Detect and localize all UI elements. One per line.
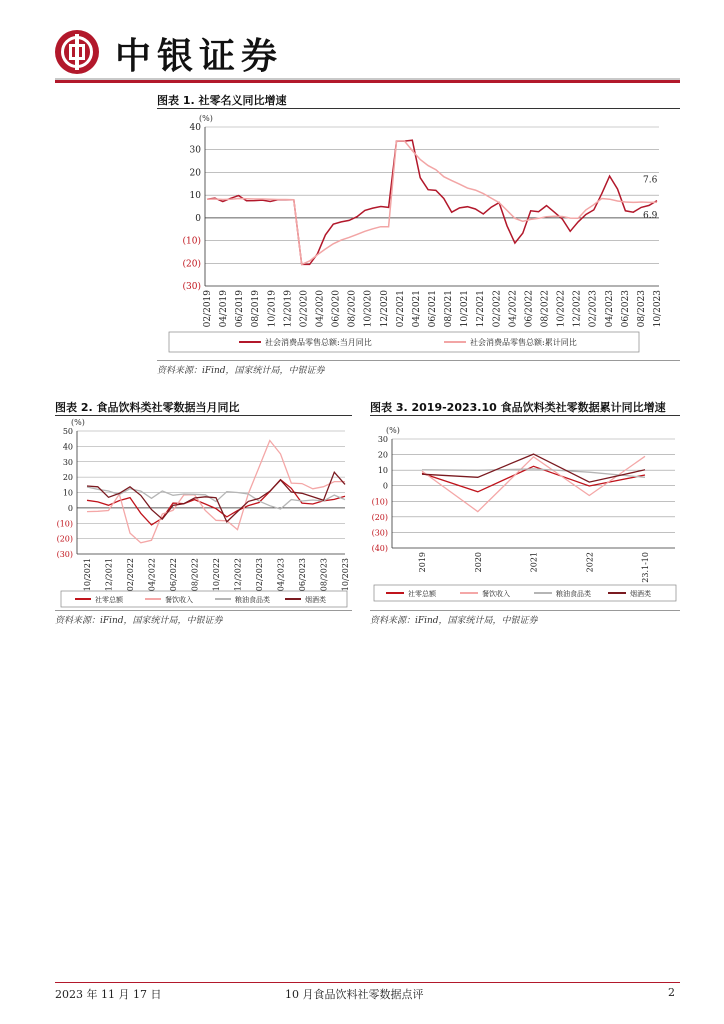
y-tick-label: 0 bbox=[67, 503, 73, 513]
x-tick-label: 06/2023 bbox=[620, 290, 631, 328]
x-tick-label: 04/2023 bbox=[276, 558, 286, 592]
legend-label-1: 餐饮收入 bbox=[482, 590, 510, 598]
y-tick-label: 0 bbox=[382, 481, 388, 491]
y-tick-label: 30 bbox=[377, 435, 388, 444]
legend-label-3: 烟酒类 bbox=[630, 590, 651, 598]
x-tick-label: 12/2019 bbox=[283, 290, 294, 328]
x-tick-label: 10/2022 bbox=[556, 290, 567, 328]
y-tick-label: (10) bbox=[182, 236, 201, 247]
chart-1-svg bbox=[157, 110, 680, 360]
x-tick-label: 04/2023 bbox=[604, 290, 615, 328]
legend-label-2: 粮油食品类 bbox=[235, 596, 270, 604]
y-tick-label: 10 bbox=[377, 466, 388, 476]
y-tick-label: 0 bbox=[195, 213, 201, 224]
x-tick-label: 12/2021 bbox=[104, 558, 114, 592]
legend-label-1: 餐饮收入 bbox=[165, 596, 193, 604]
legend-label-2: 粮油食品类 bbox=[556, 590, 591, 598]
x-tick-label: 02/2022 bbox=[126, 558, 135, 592]
y-tick-label: 20 bbox=[377, 450, 388, 460]
chart-2 bbox=[55, 417, 352, 609]
x-tick-label: 02/2023 bbox=[588, 290, 599, 328]
x-tick-label: 06/2020 bbox=[331, 290, 342, 328]
figure-1-title: 图表 1. 社零名义同比增速 bbox=[157, 94, 287, 107]
x-tick-label: 10/2023 bbox=[653, 290, 663, 328]
y-tick-label: (10) bbox=[371, 497, 388, 507]
chart-3-svg bbox=[370, 417, 680, 609]
legend-label-0: 社零总额 bbox=[408, 590, 436, 598]
annotation-6-9: 6.9 bbox=[643, 211, 658, 222]
y-tick-label: (30) bbox=[182, 282, 201, 292]
y-tick-label: (20) bbox=[371, 512, 388, 522]
y-tick-label: (10) bbox=[56, 519, 73, 529]
bank-logo-icon bbox=[55, 30, 99, 74]
x-tick-label: 06/2019 bbox=[235, 290, 246, 328]
x-tick-label: 12/2022 bbox=[572, 290, 583, 328]
x-tick-label: 10/2022 bbox=[212, 558, 221, 592]
footer-rule bbox=[55, 982, 680, 983]
x-tick-label: 02/2021 bbox=[395, 290, 406, 328]
chart-1 bbox=[157, 110, 680, 360]
figure-2-source-rule bbox=[55, 610, 352, 611]
x-tick-label: 08/2023 bbox=[636, 290, 647, 328]
x-tick-label: 2022 bbox=[585, 552, 595, 573]
x-tick-label: 23.1-10 bbox=[641, 552, 650, 583]
y-tick-label: 10 bbox=[62, 488, 73, 498]
y-tick-label: (20) bbox=[182, 259, 201, 270]
header-logo bbox=[55, 28, 315, 76]
x-tick-label: 10/2023 bbox=[341, 558, 350, 592]
chart-3 bbox=[370, 417, 680, 609]
x-tick-label: 08/2020 bbox=[347, 290, 358, 328]
x-tick-label: 10/2019 bbox=[267, 290, 278, 328]
legend-label-0: 社零总额 bbox=[95, 596, 123, 604]
figure-3-source: 资料来源：iFind，国家统计局，中银证券 bbox=[370, 616, 538, 626]
x-tick-label: 08/2022 bbox=[190, 558, 200, 592]
x-tick-label: 06/2022 bbox=[524, 290, 535, 328]
x-tick-label: 10/2021 bbox=[460, 290, 471, 328]
x-tick-label: 08/2021 bbox=[444, 290, 455, 328]
y-tick-label: 20 bbox=[62, 473, 73, 483]
figure-1-rule bbox=[157, 108, 680, 109]
legend-label-1: 社会消费品零售总额:累计同比 bbox=[470, 338, 577, 347]
chart-2-svg bbox=[55, 417, 352, 609]
y-tick-label: (20) bbox=[56, 534, 73, 544]
x-tick-label: 04/2020 bbox=[315, 290, 326, 328]
x-tick-label: 04/2022 bbox=[508, 290, 519, 328]
x-tick-label: 08/2019 bbox=[251, 290, 262, 328]
figure-3-source-rule bbox=[370, 610, 680, 611]
header-divider-red bbox=[55, 80, 680, 83]
legend-label-0: 社会消费品零售总额:当月同比 bbox=[265, 338, 372, 347]
y-tick-label: 20 bbox=[189, 168, 201, 179]
footer-doc-title: 10 月食品饮料社零数据点评 bbox=[285, 988, 424, 1001]
legend-label-3: 烟酒类 bbox=[305, 596, 326, 604]
x-tick-label: 04/2022 bbox=[147, 558, 157, 592]
x-tick-label: 02/2019 bbox=[203, 290, 213, 328]
figure-1-source: 资料来源：iFind，国家统计局，中银证券 bbox=[157, 366, 325, 376]
y-tick-label: 40 bbox=[189, 123, 201, 133]
y-tick-label: (30) bbox=[371, 528, 388, 538]
y-tick-label: 30 bbox=[189, 145, 201, 156]
y-tick-label: 50 bbox=[62, 427, 73, 436]
series-line-3 bbox=[87, 472, 345, 522]
y-unit-label: (%) bbox=[386, 426, 400, 435]
figure-2-title: 图表 2. 食品饮料类社零数据当月同比 bbox=[55, 401, 240, 414]
x-tick-label: 10/2020 bbox=[363, 290, 374, 328]
series-line-1 bbox=[207, 141, 657, 265]
x-tick-label: 10/2021 bbox=[83, 558, 92, 592]
x-tick-label: 12/2022 bbox=[233, 558, 243, 592]
footer-page-number: 2 bbox=[668, 986, 675, 999]
series-line-3 bbox=[422, 454, 645, 482]
x-tick-label: 12/2020 bbox=[379, 290, 390, 328]
series-line-0 bbox=[207, 140, 657, 264]
x-tick-label: 04/2021 bbox=[411, 290, 422, 328]
x-tick-label: 04/2019 bbox=[219, 290, 230, 328]
y-tick-label: 40 bbox=[62, 442, 73, 452]
x-tick-label: 08/2022 bbox=[540, 290, 551, 328]
footer-date: 2023 年 11 月 17 日 bbox=[55, 988, 162, 1001]
y-tick-label: (40) bbox=[371, 544, 388, 553]
y-tick-label: (30) bbox=[56, 550, 73, 559]
x-tick-label: 2020 bbox=[473, 552, 483, 573]
x-tick-label: 2021 bbox=[529, 552, 539, 573]
figure-3-title: 图表 3. 2019-2023.10 食品饮料类社零数据累计同比增速 bbox=[370, 401, 666, 414]
x-tick-label: 08/2023 bbox=[319, 558, 329, 592]
x-tick-label: 12/2021 bbox=[476, 290, 487, 328]
x-tick-label: 2019 bbox=[418, 552, 427, 573]
x-tick-label: 02/2023 bbox=[255, 558, 264, 592]
annotation-7-6: 7.6 bbox=[643, 175, 658, 186]
figure-2-source: 资料来源：iFind，国家统计局，中银证券 bbox=[55, 616, 223, 626]
y-tick-label: 30 bbox=[62, 457, 73, 467]
x-tick-label: 06/2022 bbox=[169, 558, 178, 592]
x-tick-label: 02/2022 bbox=[492, 290, 503, 328]
x-tick-label: 06/2021 bbox=[428, 290, 438, 328]
x-tick-label: 02/2020 bbox=[299, 290, 310, 328]
y-unit-label: (%) bbox=[199, 114, 213, 123]
figure-2-rule bbox=[55, 415, 352, 416]
y-unit-label: (%) bbox=[71, 418, 85, 427]
logo-text: 中银证券 bbox=[115, 36, 284, 77]
figure-1-source-rule bbox=[157, 360, 680, 361]
y-tick-label: 10 bbox=[189, 191, 201, 202]
x-tick-label: 06/2023 bbox=[298, 558, 307, 592]
figure-3-rule bbox=[370, 415, 680, 416]
